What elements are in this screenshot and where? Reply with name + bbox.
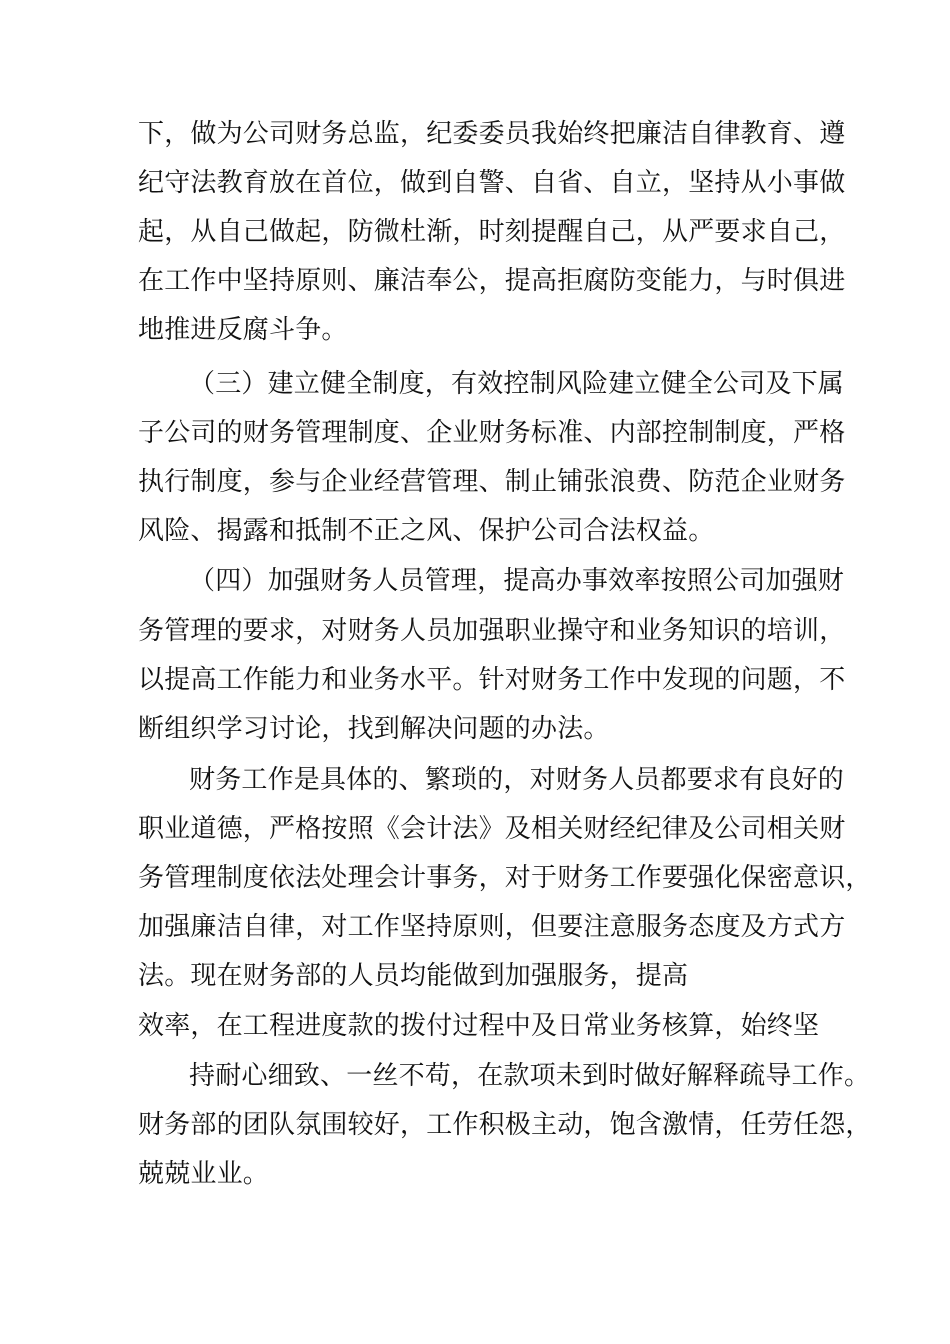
text-line-21: 财务部的团队氛围较好，工作积极主动，饱含激情，任劳任怨， <box>138 1110 872 1140</box>
text-line-11: 务管理的要求，对财务人员加强职业操守和业务知识的培训， <box>138 616 846 646</box>
text-line-19: 效率，在工程进度款的拨付过程中及日常业务核算，始终坚 <box>138 1011 820 1041</box>
text-line-8: 执行制度，参与企业经营管理、制止铺张浪费、防范企业财务 <box>138 467 846 497</box>
text-line-7: 子公司的财务管理制度、企业财务标准、内部控制制度，严格 <box>138 418 846 448</box>
text-line-9: 风险、揭露和抵制不正之风、保护公司合法权益。 <box>138 516 715 546</box>
text-line-17: 加强廉洁自律，对工作坚持原则，但要注意服务态度及方式方 <box>138 912 846 942</box>
text-line-4: 在工作中坚持原则、廉洁奉公，提高拒腐防变能力，与时俱进 <box>138 266 846 296</box>
section-three-heading: （三）建立健全制度，有效控制风险建立健全公司及下属 <box>189 369 845 399</box>
text-line-12: 以提高工作能力和业务水平。针对财务工作中发现的问题，不 <box>138 665 846 695</box>
text-line-14: 财务工作是具体的、繁琐的，对财务人员都要求有良好的 <box>189 765 845 795</box>
text-line-1: 下，做为公司财务总监，纪委委员我始终把廉洁自律教育、遵 <box>138 119 846 149</box>
text-line-3: 起，从自己做起，防微杜渐，时刻提醒自己，从严要求自己， <box>138 217 846 247</box>
text-line-2: 纪守法教育放在首位，做到自警、自省、自立，坚持从小事做 <box>138 168 846 198</box>
section-four-heading: （四）加强财务人员管理，提高办事效率按照公司加强财 <box>189 566 845 596</box>
text-line-5: 地推进反腐斗争。 <box>138 315 348 345</box>
text-line-16: 务管理制度依法处理会计事务，对于财务工作要强化保密意识， <box>138 863 872 893</box>
text-line-20: 持耐心细致、一丝不苟，在款项未到时做好解释疏导工作。 <box>189 1061 871 1091</box>
text-line-13: 断组织学习讨论，找到解决问题的办法。 <box>138 714 610 744</box>
text-line-22: 兢兢业业。 <box>138 1159 270 1189</box>
text-line-15: 职业道德，严格按照《会计法》及相关财经纪律及公司相关财 <box>138 814 846 844</box>
text-line-18: 法。现在财务部的人员均能做到加强服务，提高 <box>138 961 689 991</box>
